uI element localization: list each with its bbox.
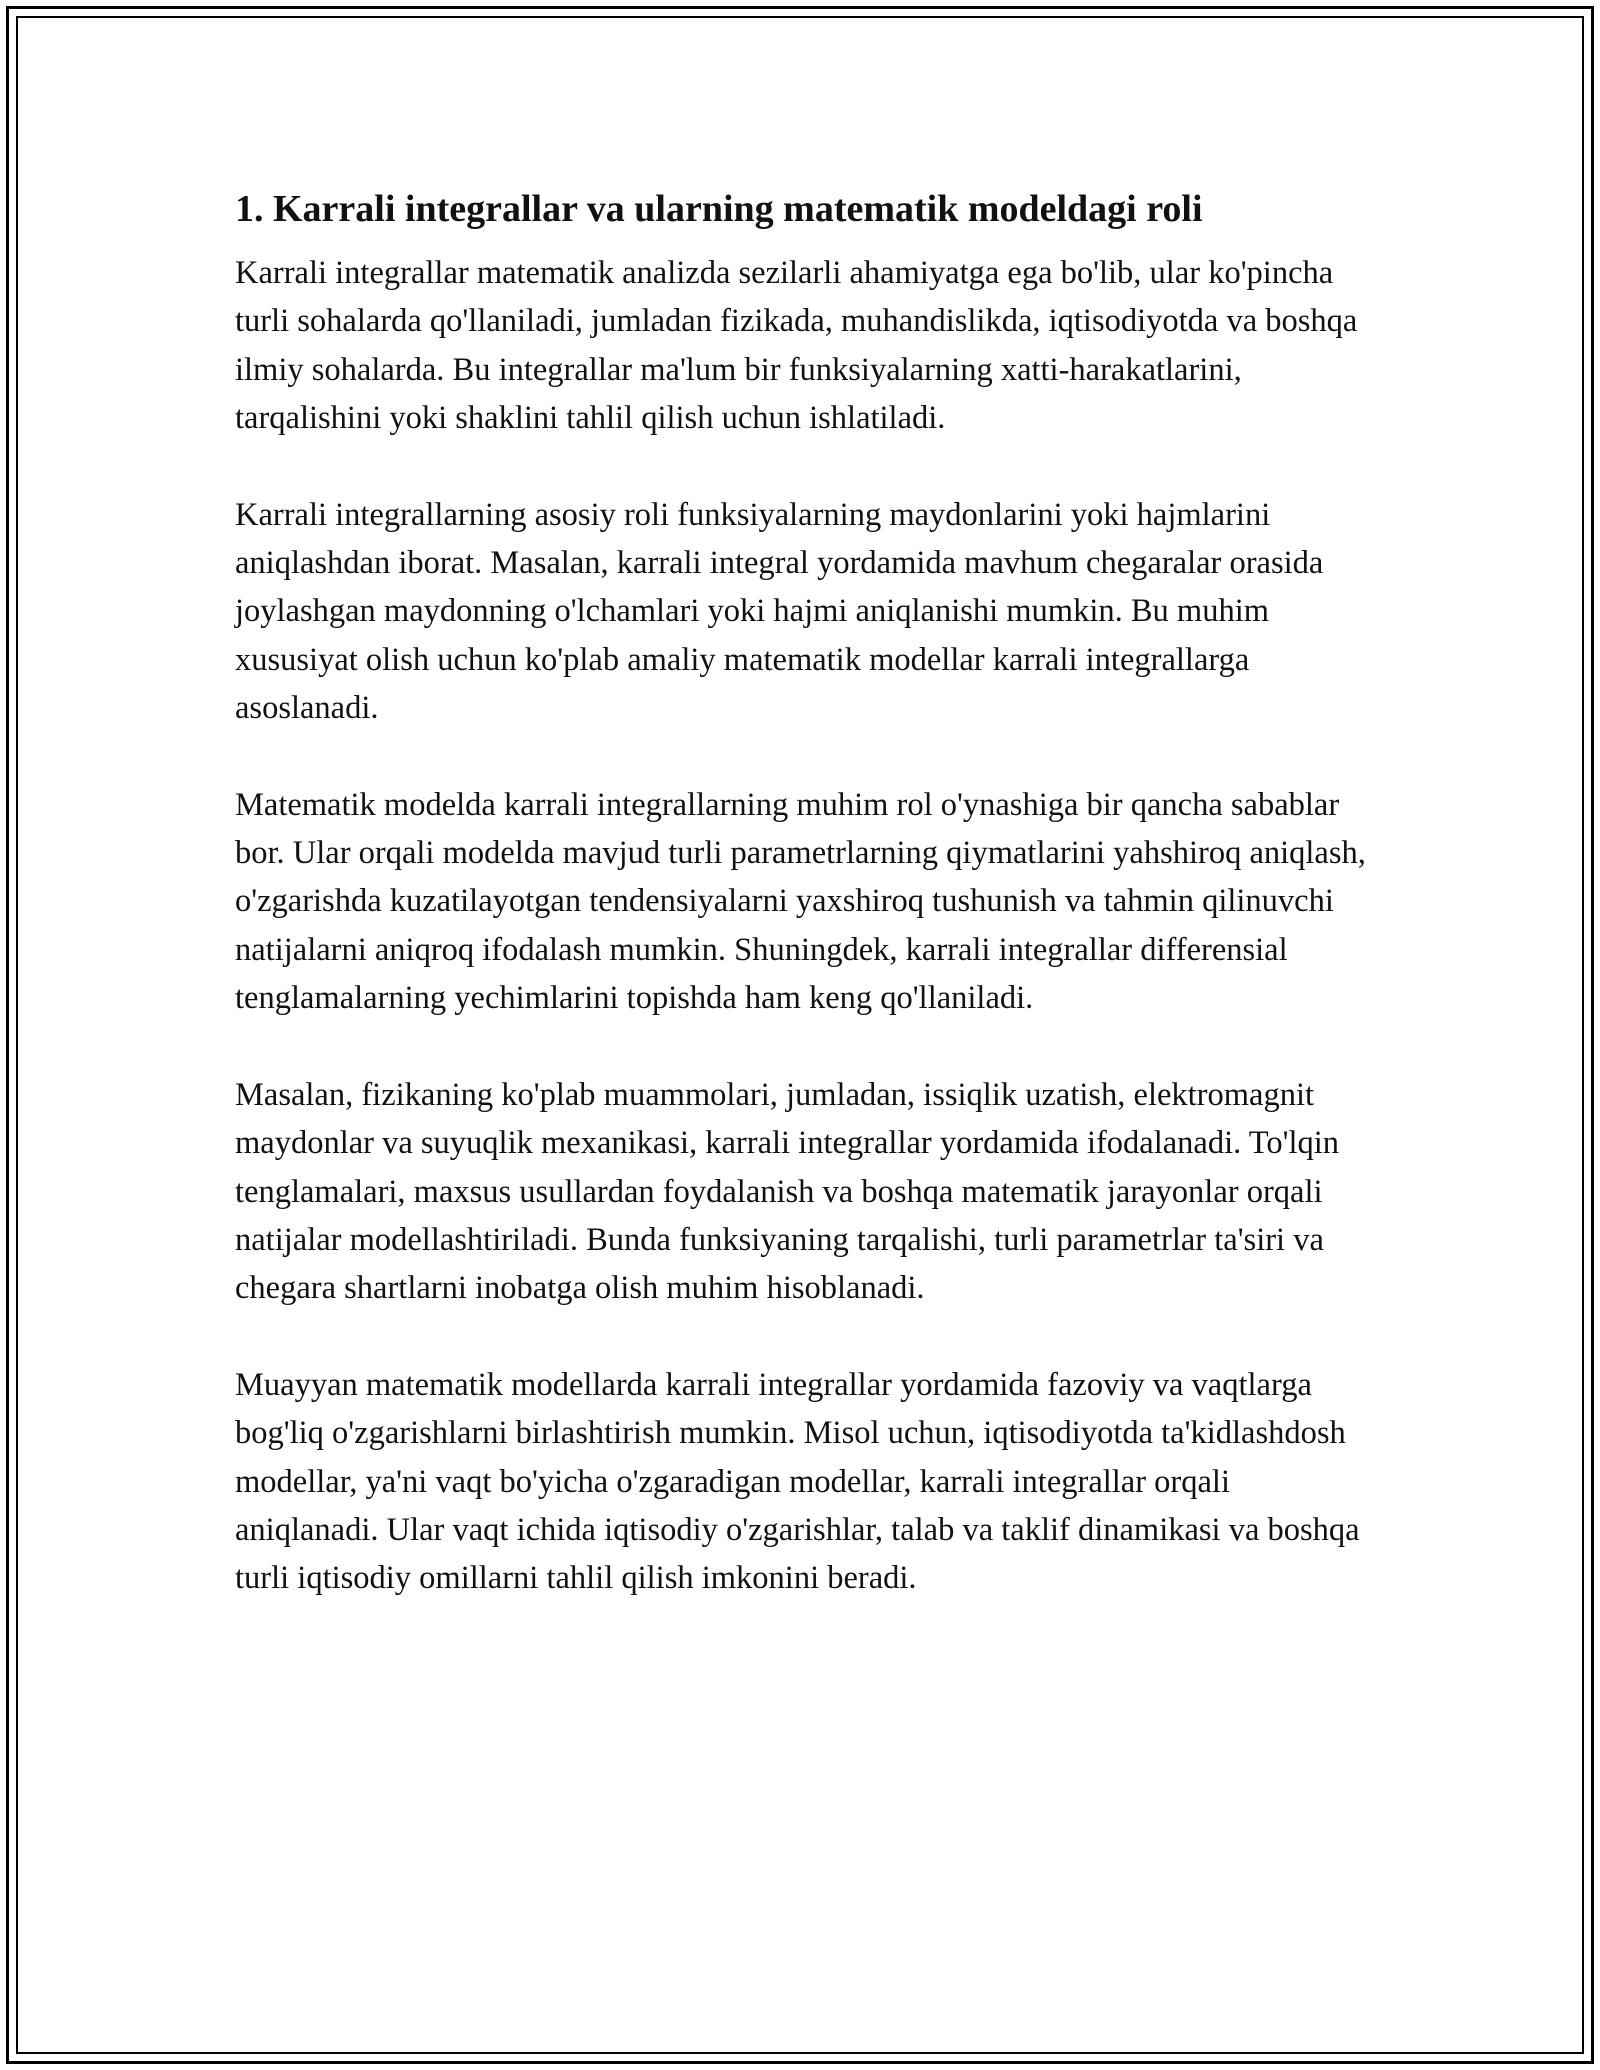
- paragraph-5: Muayyan matematik modellarda karrali integrallar yordamida fazoviy va vaqtlarga bog'liq o'zgarishlarni birlashtirish mumkin. Misol uchun, iqtisodiyotda ta'kidlashdosh modellar, ya'ni vaqt bo'yicha o'zgaradigan modellar, karrali integrallar orqali aniqlanadi. Ular vaqt ichida iqtisodiy o'zgarishlar, talab va taklif dinamikasi va boshqa turli iqtisodiy omillarni tahlil qilish imkonini beradi.: [235, 1366, 1360, 1597]
- paragraph-2: Karrali integrallarning asosiy roli funksiyalarning maydonlarini yoki hajmlarini aniqlashdan iborat. Masalan, karrali integral yordamida mavhum chegaralar orasida joylashgan maydonning o'lchamlari yoki hajmi aniqlanishi mumkin. Bu muhim xususiyat olish uchun ko'plab amaliy matematik modellar karrali integrallarga asoslanadi.: [235, 496, 1324, 727]
- paragraph-4: Masalan, fizikaning ko'plab muammolari, jumladan, issiqlik uzatish, elektromagnit maydonlar va suyuqlik mexanikasi, karrali integrallar yordamida ifodalanadi. To'lqin tenglamalari, maxsus usullardan foydalanish va boshqa matematik jarayonlar orqali natijalar modellashtiriladi. Bunda funksiyaning tarqalishi, turli parametrlar ta'siri va chegara shartlarni inobatga olish muhim hisoblanadi.: [235, 1076, 1340, 1307]
- paragraph-3: Matematik modelda karrali integrallarning muhim rol o'ynashiga bir qancha sabablar bor. Ular orqali modelda mavjud turli parametrlarning qiymatlarini yahshiroq aniqlash, o'zgarishda kuzatilayotgan tendensiyalarni yaxshiroq tushunish va tahmin qilinuvchi natijalarni aniqroq ifodalash mumkin. Shuningdek, karrali integrallar differensial tenglamalarning yechimlarini topishda ham keng qo'llaniladi.: [235, 786, 1366, 1017]
- paragraph-1: Karrali integrallar matematik analizda sezilarli ahamiyatga ega bo'lib, ular ko'pincha turli sohalarda qo'llaniladi, jumladan fizikada, muhandislikda, iqtisodiyotda va boshqa ilmiy sohalarda. Bu integrallar ma'lum bir funksiyalarning xatti-harakatlarini, tarqalishini yoki shaklini tahlil qilish uchun ishlatiladi.: [235, 255, 1358, 437]
- section-heading: 1. Karrali integrallar va ularning matematik modeldagi roli: [235, 188, 1203, 230]
- document-body: [235, 185, 1375, 1651]
